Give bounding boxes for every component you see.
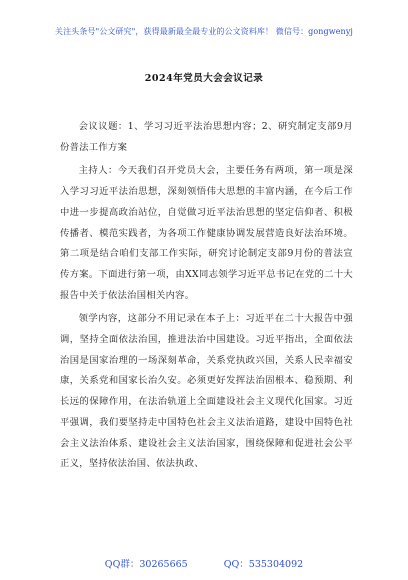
footer <box>0 556 408 570</box>
header-banner <box>0 0 408 60</box>
page-title: 2024年党员大会会议记录 <box>144 73 264 84</box>
paragraph-study-content: 领学内容，这部分不用记录在本子上：习近平在二十大报告中强调，坚持全面依法治国，推进法治中国建设。习近平指出，全面依法治国是国家治理的一场深刻革命，关系党执政兴国，关系人民幸福安康，关系党和国家长治久安。必须更好发挥法治固根本、稳预期、利长远的保障作用，在法治轨道上全面建设社会主义现代化国家。习近平强调，我们要坚持走中国特色社会主义法治道路，建设中国特色社会主义法治体系、建设社会主义法治国家，围绕保障和促进社会公平正义，坚持依法治国、依法执政、 <box>60 313 353 470</box>
footer-qq-number: QQ：535304092 <box>223 559 304 570</box>
paragraph-host-remarks: 主持人：今天我们召开党员大会，主要任务有两项，第一项是深入学习习近平法治思想，深刻领悟伟大思想的丰富内涵，在今后工作中进一步提高政治站位，自觉做习近平法治思想的坚定信仰者、积极传播者、模范实践者，为各项工作健康协调发展营造良好法治环境。第二项是结合咱们支部工作实际，研究讨论制定支部9月份的普法宣传方案。下面进行第一项，由XX同志领学习近平总书记在党的二十大报告中关于依法治国相关内容。 <box>60 165 353 301</box>
document-body <box>60 117 353 478</box>
banner-text: 关注头条号"公文研究"，获得最新最全最专业的公文资料库！ 微信号：gongwenyj <box>54 27 354 36</box>
footer-qq-group: QQ群：30265665 <box>104 559 188 570</box>
paragraph-agenda: 会议议题：1、学习习近平法治思想内容；2、研究制定支部9月份普法工作方案 <box>60 121 353 153</box>
